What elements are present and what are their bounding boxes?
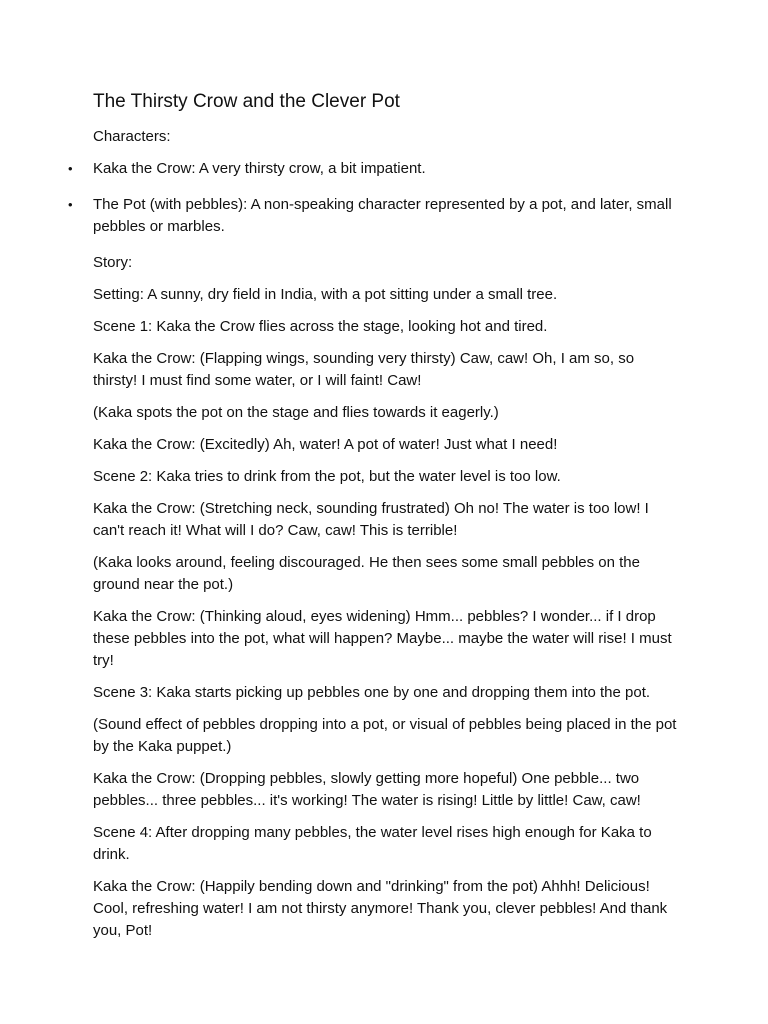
characters-list xyxy=(68,158,678,238)
document-title: The Thirsty Crow and the Clever Pot xyxy=(93,91,400,112)
paragraph-scene-3: Scene 3: Kaka starts picking up pebbles one by one and dropping them into the pot. xyxy=(93,684,651,701)
paragraph: Kaka the Crow: (Stretching neck, sounding frustrated) Oh no! The water is too low! I can't reach it! What will I do? Caw, caw! This is terrible! xyxy=(93,500,649,539)
paragraph: Kaka the Crow: (Dropping pebbles, slowly getting more hopeful) One pebble... two pebbles... three pebbles... it's working! The water is rising! Little by little! Caw, caw! xyxy=(93,770,641,809)
character-text: The Pot (with pebbles): A non-speaking character represented by a pot, and later, small pebbles or marbles. xyxy=(93,196,672,235)
list-item xyxy=(68,158,678,180)
paragraph: Kaka the Crow: (Excitedly) Ah, water! A pot of water! Just what I need! xyxy=(93,436,558,453)
bullet-icon: • xyxy=(68,161,73,176)
paragraph: (Kaka looks around, feeling discouraged. He then sees some small pebbles on the ground near the pot.) xyxy=(93,554,640,593)
paragraph-scene-4: Scene 4: After dropping many pebbles, the water level rises high enough for Kaka to drink. xyxy=(93,824,652,863)
paragraph-scene-1: Scene 1: Kaka the Crow flies across the stage, looking hot and tired. xyxy=(93,318,548,335)
story-heading: Story: xyxy=(93,254,133,271)
list-item xyxy=(68,194,678,238)
paragraph-scene-2: Scene 2: Kaka tries to drink from the pot, but the water level is too low. xyxy=(93,468,561,485)
character-text: Kaka the Crow: A very thirsty crow, a bit impatient. xyxy=(93,160,426,177)
paragraph: Kaka the Crow: (Thinking aloud, eyes widening) Hmm... pebbles? I wonder... if I drop these pebbles into the pot, what will happen? Maybe... maybe the water will rise! I must try! xyxy=(93,608,672,669)
bullet-icon: • xyxy=(68,197,73,212)
paragraph: Kaka the Crow: (Flapping wings, sounding very thirsty) Caw, caw! Oh, I am so, so thirsty! I must find some water, or I will faint! Caw! xyxy=(93,350,635,389)
paragraph: Kaka the Crow: (Happily bending down and "drinking" from the pot) Ahhh! Delicious! Cool, refreshing water! I am not thirsty anymore! Thank you, clever pebbles! And thank you, Pot! xyxy=(93,878,668,939)
paragraph: (Sound effect of pebbles dropping into a pot, or visual of pebbles being placed in the pot by the Kaka puppet.) xyxy=(93,716,677,755)
paragraph-setting: Setting: A sunny, dry field in India, with a pot sitting under a small tree. xyxy=(93,286,558,303)
characters-heading: Characters: xyxy=(93,128,171,145)
paragraph: (Kaka spots the pot on the stage and flies towards it eagerly.) xyxy=(93,404,499,421)
document-page xyxy=(68,90,678,952)
